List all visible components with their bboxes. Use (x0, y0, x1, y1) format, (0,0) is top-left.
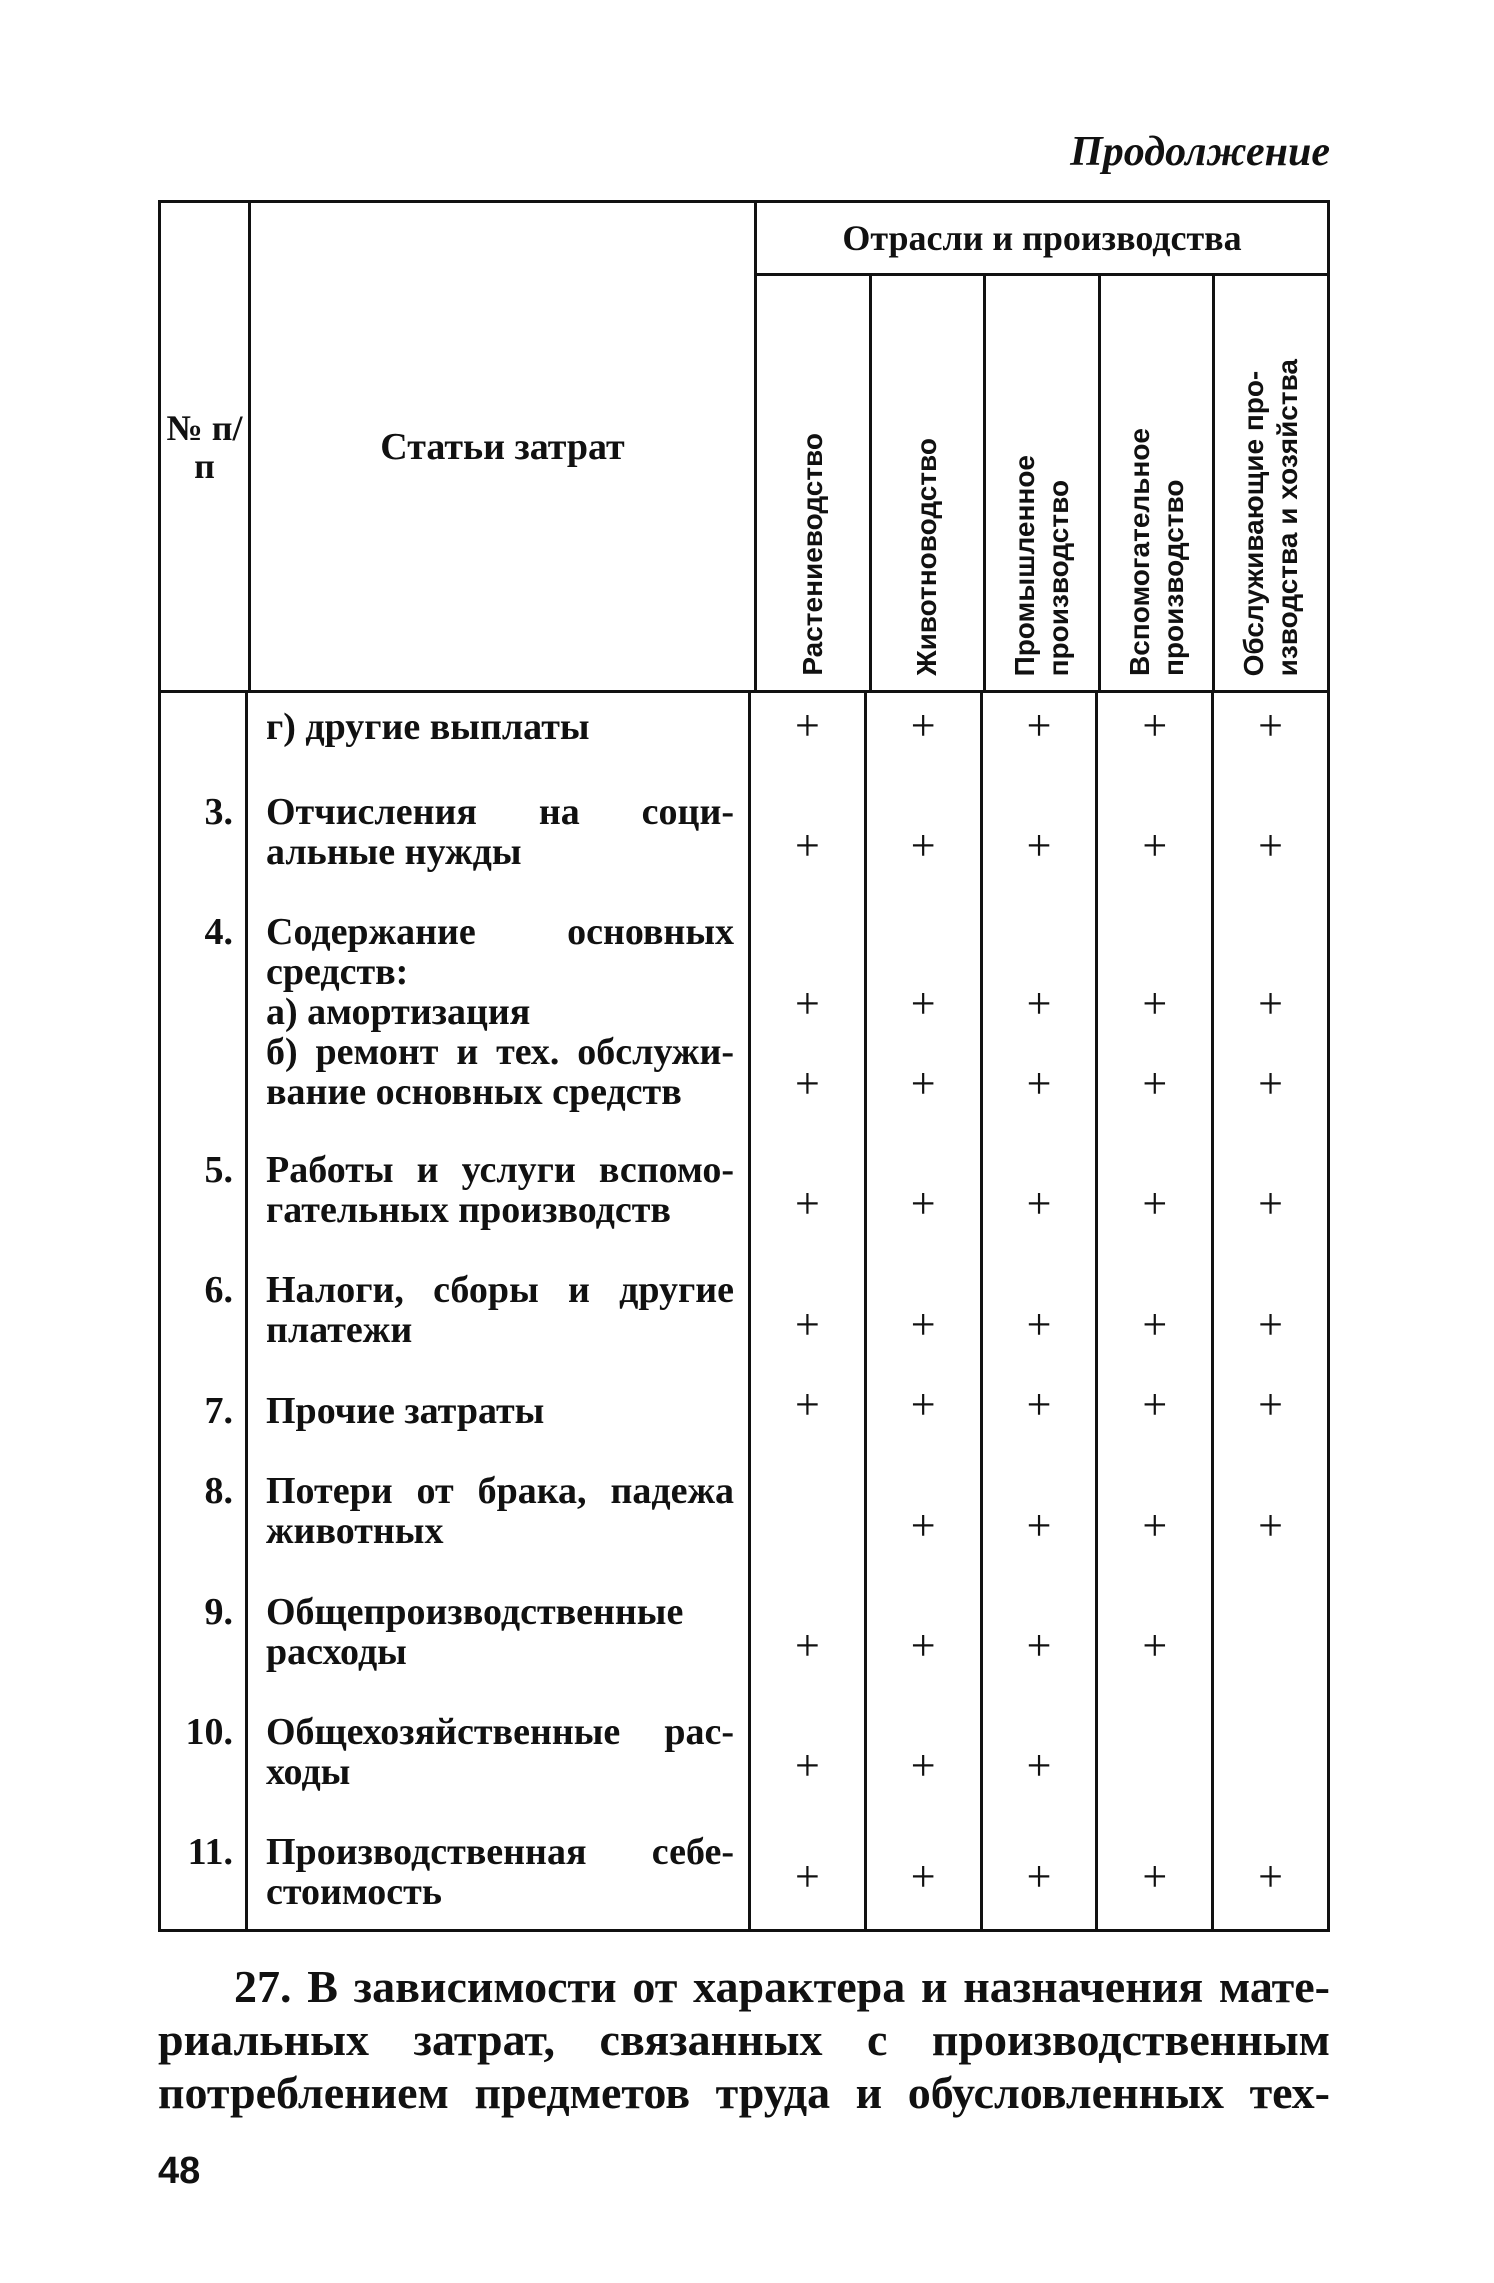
plus-mark: + (794, 1741, 820, 1790)
plus-mark: + (910, 1741, 936, 1790)
row-number: 7. (161, 1377, 248, 1457)
row-mark-cell (867, 1578, 983, 1698)
header-column-line: производство (1157, 479, 1189, 676)
table-row (161, 1377, 1327, 1457)
plus-mark: + (910, 1059, 936, 1108)
row-number: 5. (161, 1136, 248, 1256)
plus-mark: + (1258, 1300, 1283, 1349)
row-mark-cell (867, 1377, 983, 1457)
row-mark-cell (751, 778, 867, 898)
row-mark-cell (1214, 898, 1327, 1136)
row-number: 6. (161, 1256, 248, 1377)
row-mark-cell (983, 1256, 1099, 1377)
plus-mark: + (794, 1380, 820, 1429)
row-cost-item (248, 1256, 751, 1377)
row-number: 11. (161, 1818, 248, 1929)
header-column-line: производство (1042, 479, 1074, 676)
header-group-title: Отрасли и производства (757, 203, 1327, 276)
row-cost-item (248, 1818, 751, 1929)
table-row (161, 778, 1327, 898)
plus-mark: + (1026, 1300, 1052, 1349)
plus-mark: + (794, 979, 820, 1028)
row-cost-item (248, 898, 751, 1136)
row-cost-item (248, 693, 751, 778)
table-row (161, 1578, 1327, 1698)
cost-item-line: животных (266, 1510, 444, 1552)
plus-mark: + (1142, 821, 1168, 870)
cost-item-line: б) ремонт и тех. обслужи- (266, 1031, 734, 1073)
row-mark-cell (983, 1818, 1099, 1929)
row-mark-cell (1214, 1698, 1327, 1818)
cost-item-line: вание основных средств (266, 1071, 682, 1113)
row-mark-cell (751, 1136, 867, 1256)
cost-item-line: Общепроизводственные (266, 1591, 684, 1633)
row-mark-cell (1214, 1457, 1327, 1578)
header-column-line: Растениеводство (796, 433, 828, 676)
cost-item-line: Работы и услуги вспомо- (266, 1149, 734, 1191)
row-mark-cell (983, 693, 1099, 778)
header-column-line: Вспомогательное (1123, 428, 1155, 676)
row-mark-cell (867, 693, 983, 778)
row-mark-cell (751, 1698, 867, 1818)
header-column-line: Обслуживающие про- (1238, 370, 1270, 676)
row-mark-cell (867, 1698, 983, 1818)
header-column-label (1237, 359, 1305, 676)
row-number: 8. (161, 1457, 248, 1578)
header-column-line: Промышленное (1008, 454, 1040, 676)
cost-item-line: Общехозяйственные рас- (266, 1711, 734, 1753)
plus-mark: + (1026, 1059, 1052, 1108)
row-cost-item (248, 1136, 751, 1256)
header-column-label (1123, 428, 1191, 676)
row-mark-cell (1098, 1457, 1214, 1578)
plus-mark: + (1142, 701, 1168, 750)
row-mark-cell (1214, 1377, 1327, 1457)
plus-mark: + (910, 821, 936, 870)
plus-mark: + (794, 1179, 820, 1228)
cost-item-line: Отчисления на соци- (266, 791, 734, 833)
row-cost-item (248, 1457, 751, 1578)
cost-item-line: расходы (266, 1631, 407, 1673)
cost-item-line: средств: (266, 951, 409, 993)
row-mark-cell (751, 693, 867, 778)
table-row (161, 1457, 1327, 1578)
table-row (161, 1698, 1327, 1818)
plus-mark: + (1142, 1621, 1168, 1670)
paragraph-line: риальных затрат, связанных с производственным (158, 2014, 1330, 2065)
plus-mark: + (1026, 1380, 1052, 1429)
row-mark-cell (751, 1818, 867, 1929)
row-mark-cell (1098, 693, 1214, 778)
header-column (757, 276, 872, 690)
plus-mark: + (794, 701, 820, 750)
cost-item-line: Содержание основных (266, 911, 734, 953)
cost-item-line: платежи (266, 1309, 413, 1351)
plus-mark: + (794, 1621, 820, 1670)
row-number: 9. (161, 1578, 248, 1698)
plus-mark: + (1258, 1179, 1283, 1228)
plus-mark: + (1258, 821, 1283, 870)
row-mark-cell (983, 778, 1099, 898)
row-number: 4. (161, 898, 248, 1136)
row-mark-cell (751, 1578, 867, 1698)
plus-mark: + (910, 1852, 936, 1901)
cost-item-line: стоимость (266, 1871, 442, 1913)
plus-mark: + (910, 1179, 936, 1228)
cost-item-line: а) амортизация (266, 991, 531, 1033)
table-row (161, 898, 1327, 1136)
row-mark-cell (1214, 1136, 1327, 1256)
row-mark-cell (1214, 1818, 1327, 1929)
paragraph-line: потреблением предметов труда и обусловленных тех- (158, 2067, 1330, 2118)
row-mark-cell (1098, 898, 1214, 1136)
cost-item-line: Производственная себе- (266, 1831, 734, 1873)
plus-mark: + (1258, 1852, 1283, 1901)
row-mark-cell (867, 1136, 983, 1256)
row-mark-cell (983, 1457, 1099, 1578)
plus-mark: + (1258, 701, 1283, 750)
plus-mark: + (1026, 1501, 1052, 1550)
row-mark-cell (1098, 1136, 1214, 1256)
row-mark-cell (751, 898, 867, 1136)
plus-mark: + (1142, 1300, 1168, 1349)
cost-item-line: ходы (266, 1751, 351, 1793)
plus-mark: + (1142, 979, 1168, 1028)
row-mark-cell (1214, 693, 1327, 778)
plus-mark: + (1026, 979, 1052, 1028)
plus-mark: + (910, 1501, 936, 1550)
header-column-line: изводства и хозяйства (1272, 358, 1304, 676)
row-mark-cell (983, 898, 1099, 1136)
plus-mark: + (1026, 1741, 1052, 1790)
row-mark-cell (867, 778, 983, 898)
plus-mark: + (794, 1059, 820, 1108)
plus-mark: + (1026, 1621, 1052, 1670)
header-column (986, 276, 1101, 690)
cost-items-table (158, 200, 1330, 1932)
header-cost-items: Статьи затрат (251, 203, 757, 690)
plus-mark: + (1258, 979, 1283, 1028)
plus-mark: + (1142, 1852, 1168, 1901)
plus-mark: + (910, 1621, 936, 1670)
header-column (1215, 276, 1327, 690)
row-mark-cell (983, 1698, 1099, 1818)
plus-mark: + (1142, 1501, 1168, 1550)
row-number (161, 693, 248, 778)
plus-mark: + (1258, 1501, 1283, 1550)
row-mark-cell (1098, 1698, 1214, 1818)
plus-mark: + (910, 979, 936, 1028)
row-mark-cell (1098, 778, 1214, 898)
table-body (161, 693, 1327, 1929)
header-group (757, 203, 1327, 690)
cost-item-line: гательных производств (266, 1189, 671, 1231)
header-column-label (1008, 455, 1076, 676)
row-cost-item (248, 1698, 751, 1818)
plus-mark: + (794, 1852, 820, 1901)
plus-mark: + (1142, 1059, 1168, 1108)
row-mark-cell (867, 898, 983, 1136)
plus-mark: + (1026, 701, 1052, 750)
row-cost-item (248, 778, 751, 898)
row-cost-item (248, 1578, 751, 1698)
table-row (161, 1256, 1327, 1377)
row-mark-cell (751, 1457, 867, 1578)
row-mark-cell (1214, 778, 1327, 898)
table-row (161, 1136, 1327, 1256)
plus-mark: + (1026, 821, 1052, 870)
table-row (161, 1818, 1327, 1929)
row-mark-cell (983, 1377, 1099, 1457)
row-mark-cell (1098, 1377, 1214, 1457)
row-cost-item (248, 1377, 751, 1457)
header-column-label (796, 433, 830, 676)
header-column-line: Животноводство (911, 438, 943, 676)
body-paragraph (158, 1960, 1330, 2119)
plus-mark: + (1142, 1179, 1168, 1228)
plus-mark: + (1258, 1059, 1283, 1108)
row-mark-cell (1098, 1256, 1214, 1377)
row-mark-cell (983, 1136, 1099, 1256)
row-mark-cell (867, 1818, 983, 1929)
row-mark-cell (751, 1256, 867, 1377)
row-number: 10. (161, 1698, 248, 1818)
row-mark-cell (867, 1256, 983, 1377)
plus-mark: + (1026, 1179, 1052, 1228)
plus-mark: + (910, 1300, 936, 1349)
row-mark-cell (1214, 1578, 1327, 1698)
row-number: 3. (161, 778, 248, 898)
paragraph-line: 27. В зависимости от характера и назначения мате- (234, 1961, 1330, 2012)
header-column-label (910, 438, 944, 676)
row-mark-cell (1098, 1818, 1214, 1929)
cost-item-line: альные нужды (266, 831, 522, 873)
table-row (161, 693, 1327, 778)
header-column (1101, 276, 1216, 690)
table-header (161, 203, 1327, 693)
plus-mark: + (1026, 1852, 1052, 1901)
header-columns (757, 276, 1327, 690)
cost-item-line: Налоги, сборы и другие (266, 1269, 734, 1311)
header-number: № п/п (161, 203, 251, 690)
continuation-label: Продолжение (1070, 129, 1330, 175)
row-mark-cell (867, 1457, 983, 1578)
cost-item-line: г) другие выплаты (266, 706, 590, 748)
row-mark-cell (983, 1578, 1099, 1698)
plus-mark: + (794, 821, 820, 870)
plus-mark: + (794, 1300, 820, 1349)
plus-mark: + (1142, 1380, 1168, 1429)
cost-item-line: Прочие затраты (266, 1390, 545, 1432)
plus-mark: + (910, 1380, 936, 1429)
page-number: 48 (158, 2150, 201, 2192)
row-mark-cell (1214, 1256, 1327, 1377)
plus-mark: + (1258, 1380, 1283, 1429)
header-column (872, 276, 987, 690)
plus-mark: + (910, 701, 936, 750)
row-mark-cell (1098, 1578, 1214, 1698)
cost-item-line: Потери от брака, падежа (266, 1470, 734, 1512)
row-mark-cell (751, 1377, 867, 1457)
